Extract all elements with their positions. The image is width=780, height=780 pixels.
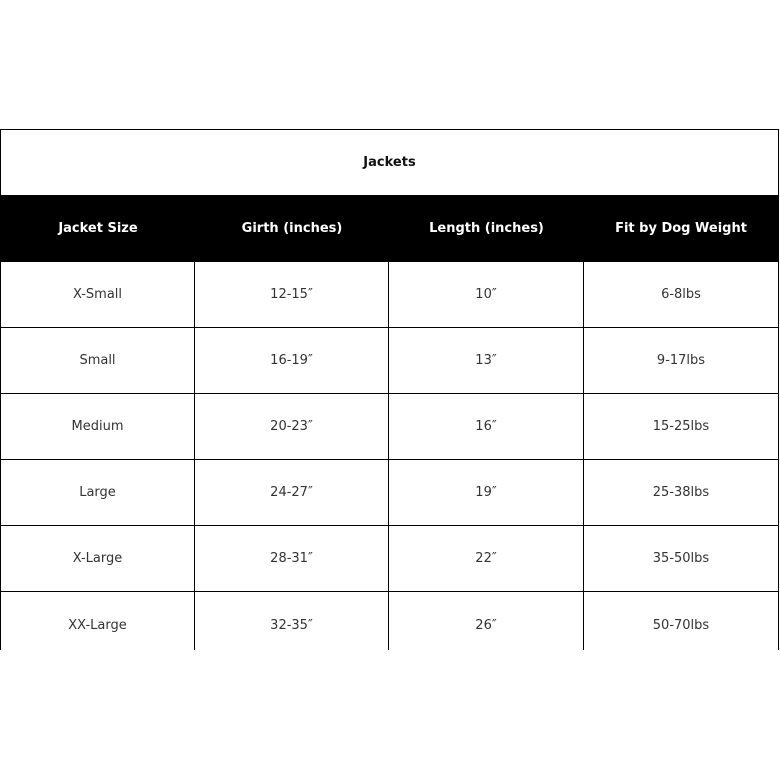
cell-jacket-size: X-Large — [1, 526, 195, 591]
cell-fit-by-weight: 25-38lbs — [652, 485, 710, 500]
cell-girth: 20-23″ — [195, 394, 389, 459]
cell-jacket-size: Large — [1, 460, 195, 525]
cell-jacket-size: X-Small — [1, 262, 195, 327]
header-jacket-size: Jacket Size — [58, 221, 138, 236]
table-title: Jackets — [363, 155, 416, 170]
table-row — [1, 262, 778, 328]
cell-fit-by-weight: 35-50lbs — [652, 551, 710, 566]
cell-length: 16″ — [389, 394, 584, 459]
header-girth: Girth (inches) — [241, 221, 343, 236]
cell-fit-by-weight: 15-25lbs — [652, 419, 710, 434]
cell-girth: 32-35″ — [195, 592, 389, 650]
cell-length: 19″ — [389, 460, 584, 525]
cell-girth: 12-15″ — [195, 262, 389, 327]
size-chart-table — [0, 129, 779, 650]
cell-girth: 28-31″ — [195, 526, 389, 591]
cell-length: 22″ — [389, 526, 584, 591]
cell-fit-by-weight: 50-70lbs — [652, 617, 710, 633]
table-row — [1, 460, 778, 526]
cell-length: 10″ — [389, 262, 584, 327]
table-row — [1, 592, 778, 650]
table-row — [1, 394, 778, 460]
cell-jacket-size: XX-Large — [1, 592, 195, 650]
cell-girth: 24-27″ — [195, 460, 389, 525]
header-length: Length (inches) — [429, 221, 544, 236]
table-header-row — [1, 195, 778, 262]
cell-length: 26″ — [389, 592, 584, 650]
table-row — [1, 526, 778, 592]
cell-fit-by-weight: 9-17lbs — [656, 353, 706, 368]
cell-fit-by-weight: 6-8lbs — [661, 287, 701, 302]
cell-jacket-size: Small — [1, 328, 195, 393]
cell-length: 13″ — [389, 328, 584, 393]
header-fit-by-weight: Fit by Dog Weight — [615, 221, 747, 236]
cell-jacket-size: Medium — [1, 394, 195, 459]
cell-girth: 16-19″ — [195, 328, 389, 393]
table-row — [1, 328, 778, 394]
